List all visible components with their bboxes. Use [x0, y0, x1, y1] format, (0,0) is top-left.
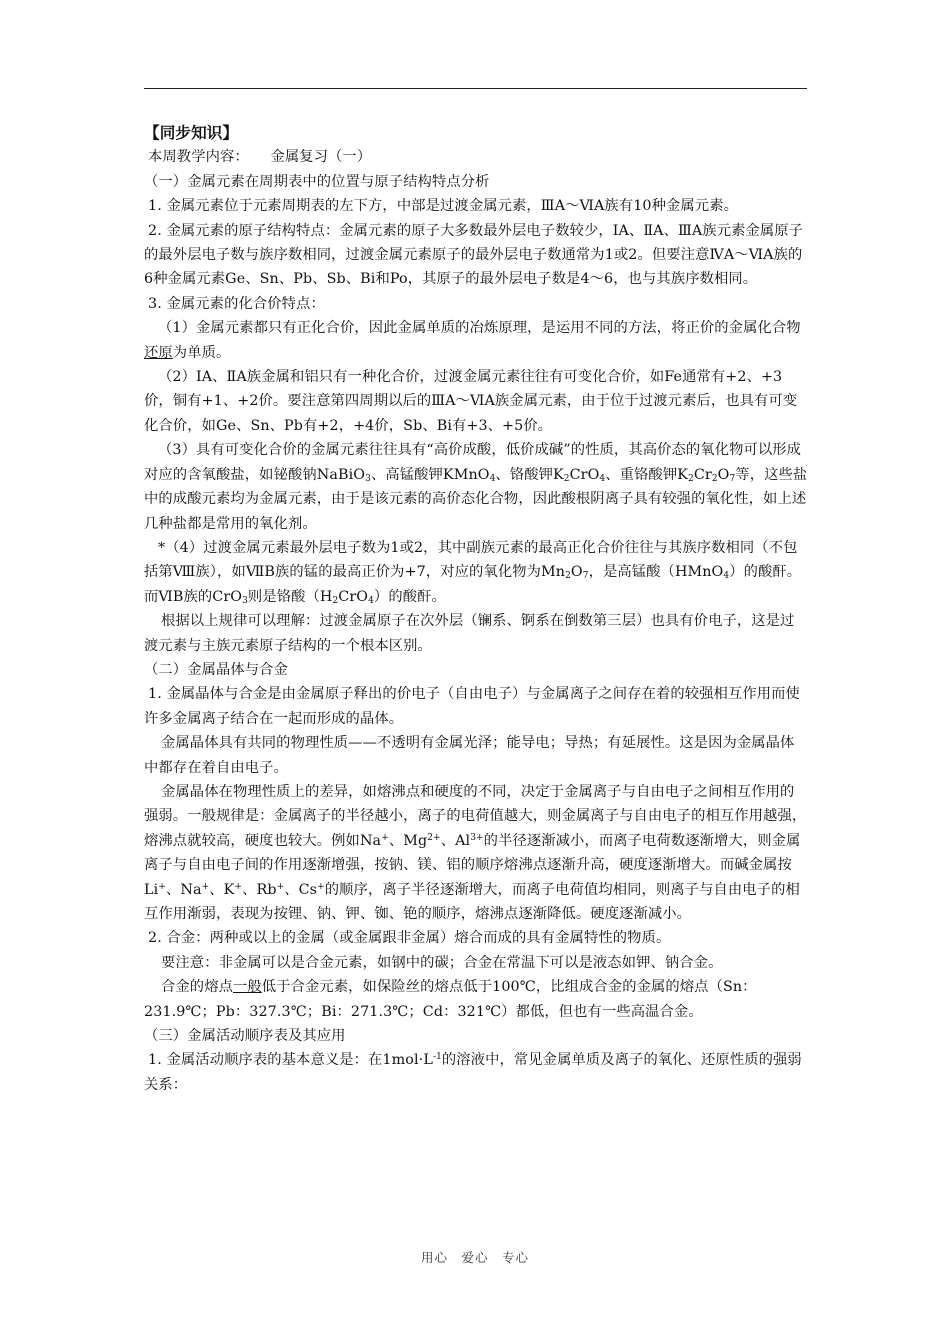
superscript: 2+ — [427, 832, 441, 843]
superscript: + — [201, 881, 210, 892]
subscript: 4 — [723, 571, 730, 582]
text-run: 、Al — [440, 832, 471, 849]
paragraph: 金属晶体具有共同的物理性质——不透明有金属光泽；能导电；导热；有延展性。这是因为金属晶体中都存在着自由电子。 — [144, 735, 795, 776]
paragraph: 1. 金属晶体与合金是由金属原子释出的价电子（自由电子）与金属离子之间存在着的较强相互作用而使许多金属离子结合在一起而形成的晶体。 — [144, 686, 800, 727]
course-topic: 金属复习（一） — [270, 149, 372, 166]
subscript: 2 — [563, 473, 570, 484]
text-run: ）的酸酐。而ⅥB族的CrO — [144, 564, 802, 605]
text-run: 、重铬酸钾K — [605, 466, 688, 483]
text-run: 金属晶体在物理性质上的差异，如熔沸点和硬度的不同，决定于金属离子与自由电子之间相互作用的强弱。一般规律是：金属离子的半径越小，离子的电荷值越大，则金属离子与自由电子的相互作用越强，熔沸点就较高，硬度也较大。例如Na — [144, 783, 807, 849]
superscript: + — [276, 881, 285, 892]
text-run: 的半径逐渐减小，而离子电荷数逐渐增大，则金属离子与自由电子间的作用逐渐增强，按钠、镁、铝的顺序熔沸点逐渐升高，硬度逐渐增大。而碱金属按Li — [144, 832, 801, 898]
text-run: （3）具有可变化合价的金属元素往往具有“高价成酸，低价成碱”的性质，其高价态的氧化物可以形成对应的含氧酸盐，如铋酸钠NaBiO — [144, 442, 802, 483]
section-1-title: （一）金属元素在周期表中的位置与原子结构特点分析 — [144, 173, 490, 190]
section-2-title: （二）金属晶体与合金 — [144, 661, 288, 678]
subscript: 2 — [688, 473, 694, 484]
paragraph — [144, 1048, 808, 1097]
text-run: 的溶液中，常见金属单质及离子的氧化、还原性质的强弱关系： — [144, 1052, 802, 1093]
text-run: 的顺序，离子半径逐渐增大，而离子电荷值均相同，则离子与自由电子的相互作用渐弱，表现为按锂、钠、钾、铷、铯的顺序，熔沸点逐渐降低。硬度逐渐减小。 — [144, 881, 800, 922]
text-run: 合金的熔点 — [161, 979, 233, 996]
subscript: 7 — [729, 473, 736, 484]
subscript: 3 — [365, 473, 371, 484]
superscript: -1 — [432, 1052, 442, 1063]
text-run: ）的酸酐。 — [373, 588, 446, 605]
course-label: 本周教学内容： — [148, 149, 242, 166]
paragraph: 2. 金属元素的原子结构特点：金属元素的原子大多数最外层电子数较少，ⅠA、ⅡA、ⅢA族元素金属原子的最外层电子数与族序数相同，过渡金属元素原子的最外层电子数通常为1或2。但要注意ⅣA～ⅥA族的6种金属元素Ge、Sn、Pb、Sb、Bi和Po，其原子的最外层电子数是4～6，也与其族序数相同。 — [144, 222, 804, 288]
paragraph: 1. 金属元素位于元素周期表的左下方，中部是过渡金属元素，ⅢA～ⅥA族有10种金属元素。 — [148, 198, 738, 215]
superscript: + — [317, 881, 325, 892]
text-run: （1）金属元素都只有正化合价，因此金属单质的冶炼原理，是运用不同的方法，将正价的金属化合物 — [158, 320, 801, 337]
text-run: 低于合金元素，如保险丝的熔点低于100℃，比组成合金的金属的熔点（Sn：231.9℃；Pb：327.3℃；Bi：271.3℃；Cd：321℃）都低，但也有一些高温合金。 — [144, 979, 757, 1020]
text-run: CrO — [338, 588, 369, 605]
text-run: 、高锰酸钾KMnO — [370, 466, 490, 483]
text-run: 、K — [209, 881, 235, 898]
subscript: 4 — [599, 473, 606, 484]
subscript: 4 — [368, 595, 374, 606]
text-run: 、Mg — [388, 832, 428, 849]
text-run: O — [717, 466, 730, 483]
section-heading: 【同步知识】 — [144, 123, 239, 142]
section-3-title: （三）金属活动顺序表及其应用 — [144, 1028, 346, 1045]
course-line — [144, 145, 808, 169]
paragraph: （2）ⅠA、ⅡA族金属和铝只有一种化合价，过渡金属元素往往有可变化合价，如Fe通常有+2、+3价，铜有+1、+2价。要注意第四周期以后的ⅢA～ⅥA族金属元素，由于位于过渡元素后，也具有可变化合价，如Ge、Sn、Pb有+2，+4价，Sb、Bi有+3、+5价。 — [144, 369, 798, 434]
underlined-text: 一般 — [232, 979, 262, 996]
text-run: 等，这些盐中的成酸元素均为金属元素，由于是该元素的高价态化合物，因此酸根阴离子具有较强的氧化性，如上述几种盐都是常用的氧化剂。 — [144, 466, 808, 532]
paragraph — [144, 975, 808, 1024]
paragraph — [144, 780, 808, 926]
document-body — [144, 121, 808, 1097]
text-run: CrO — [569, 466, 600, 483]
text-run: O — [570, 564, 583, 581]
text-run: 1. 金属活动顺序表的基本意义是：在1mol·L — [148, 1052, 433, 1069]
text-run: 、Cs — [284, 881, 318, 898]
subscript: 2 — [332, 595, 339, 606]
subscript: 2 — [711, 473, 718, 484]
text-run: 、铬酸钾K — [495, 466, 564, 483]
page-footer: 用心 爱心 专心 — [420, 1250, 529, 1265]
paragraph — [144, 536, 808, 609]
superscript: + — [234, 881, 243, 892]
superscript: + — [158, 881, 166, 892]
superscript: 3+ — [470, 832, 484, 843]
paragraph: 2. 合金：两种或以上的金属（或金属跟非金属）熔合而成的具有金属特性的物质。 — [148, 930, 671, 947]
text-run: 则是铬酸（H — [247, 588, 333, 605]
subscript: 7 — [582, 571, 589, 582]
subscript: 2 — [565, 571, 571, 582]
paragraph: 要注意：非金属可以是合金元素，如钢中的碳；合金在常温下可以是液态如钾、钠合金。 — [161, 954, 723, 971]
text-run: ，是高锰酸（HMnO — [588, 564, 724, 581]
underlined-text: 还原 — [144, 344, 173, 361]
paragraph: 3. 金属元素的化合价特点： — [148, 295, 325, 312]
text-run: *（4）过渡金属元素最外层电子数为1或2，其中副族元素的最高正化合价往往与其族序数相同（不包括第Ⅷ族），如ⅦB族的锰的最高正价为+7，对应的氧化物为Mn — [144, 539, 798, 581]
text-run: 、Na — [165, 881, 202, 898]
superscript: + — [381, 832, 389, 843]
text-run: 为单质。 — [172, 344, 231, 361]
subscript: 3 — [242, 595, 248, 606]
paragraph — [144, 316, 808, 365]
text-run: Cr — [693, 466, 712, 483]
subscript: 4 — [489, 473, 496, 484]
header-rule — [144, 88, 807, 89]
paragraph: 根据以上规律可以理解：过渡金属原子在次外层（镧系、锕系在倒数第三层）也具有价电子，这是过渡元素与主族元素原子结构的一个根本区别。 — [144, 613, 795, 654]
paragraph — [144, 438, 808, 536]
text-run: 、Rb — [242, 881, 277, 898]
